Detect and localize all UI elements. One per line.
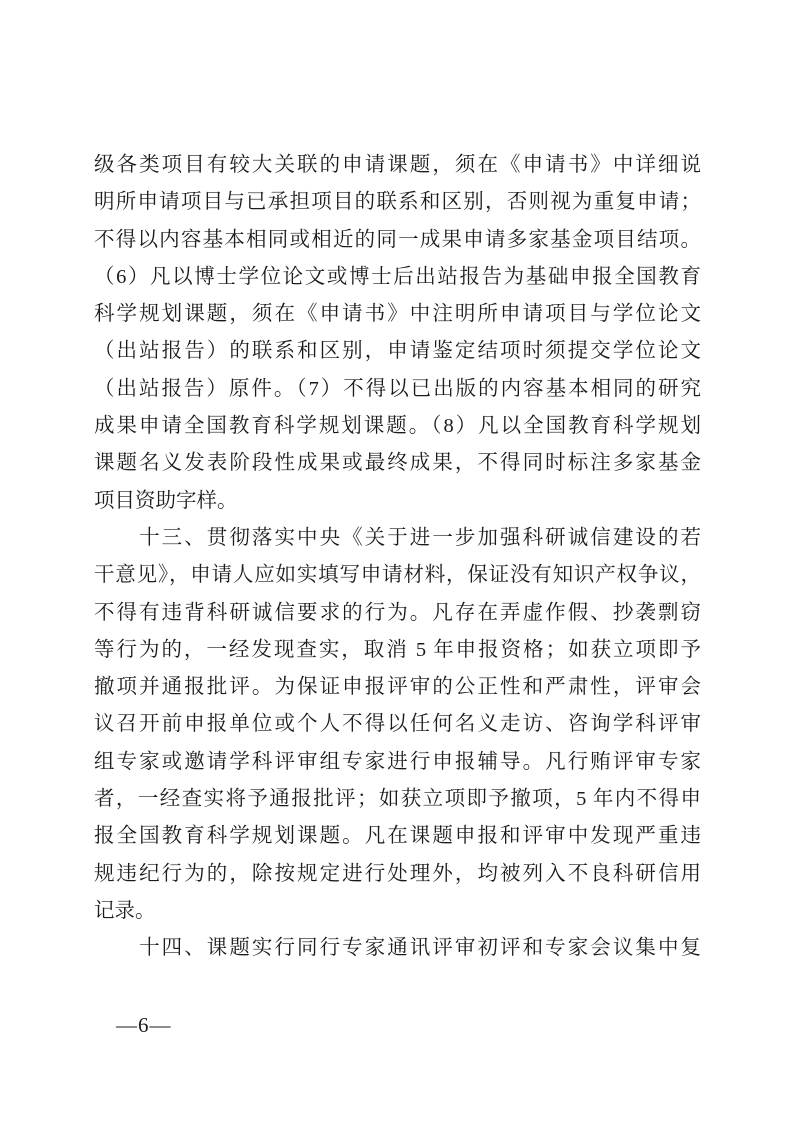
text-line: 成果申请全国教育科学规划课题。（8）凡以全国教育科学规划 xyxy=(94,415,701,438)
text-line: （出站报告）的联系和区别，申请鉴定结项时须提交学位论文 xyxy=(94,340,701,363)
text-line: 科学规划课题，须在《申请书》中注明所申请项目与学位论文 xyxy=(94,303,701,326)
text-line: 组专家或邀请学科评审组专家进行申报辅导。凡行贿评审专家 xyxy=(94,750,701,773)
text-line: （6）凡以博士学位论文或博士后出站报告为基础申报全国教育 xyxy=(94,265,701,288)
page-number: —6— xyxy=(116,1013,172,1037)
text-line: 规违纪行为的，除按规定进行处理外，均被列入不良科研信用 xyxy=(94,862,701,885)
text-line: 干意见》，申请人应如实填写申请材料，保证没有知识产权争议， xyxy=(94,564,701,587)
text-line: 等行为的，一经发现查实，取消 5 年申报资格；如获立项即予 xyxy=(94,638,701,661)
text-line: 明所申请项目与已承担项目的联系和区别，否则视为重复申请； xyxy=(94,191,701,214)
text-line: 不得有违背科研诚信要求的行为。凡存在弄虚作假、抄袭剽窃 xyxy=(94,601,701,624)
text-line: 议召开前申报单位或个人不得以任何名义走访、咨询学科评审 xyxy=(94,713,701,736)
text-line: 撤项并通报批评。为保证申报评审的公正性和严肃性，评审会 xyxy=(94,676,701,699)
text-line: 报全国教育科学规划课题。凡在课题申报和评审中发现严重违 xyxy=(94,825,701,848)
text-line: （出站报告）原件。（7）不得以已出版的内容基本相同的研究 xyxy=(94,377,701,400)
text-line: 十三、贯彻落实中央《关于进一步加强科研诚信建设的若 xyxy=(94,526,701,549)
text-line: 者，一经查实将予通报批评；如获立项即予撤项，5 年内不得申 xyxy=(94,788,701,811)
text-line: 不得以内容基本相同或相近的同一成果申请多家基金项目结项。 xyxy=(94,228,701,251)
text-line: 记录。 xyxy=(94,899,156,922)
text-line: 课题名义发表阶段性成果或最终成果，不得同时标注多家基金 xyxy=(94,452,701,475)
text-line: 十四、课题实行同行专家通讯评审初评和专家会议集中复 xyxy=(94,937,701,960)
text-line: 级各类项目有较大关联的申请课题，须在《申请书》中详细说 xyxy=(94,154,701,176)
text-line: 项目资助字样。 xyxy=(94,489,238,512)
document-body xyxy=(94,147,701,968)
